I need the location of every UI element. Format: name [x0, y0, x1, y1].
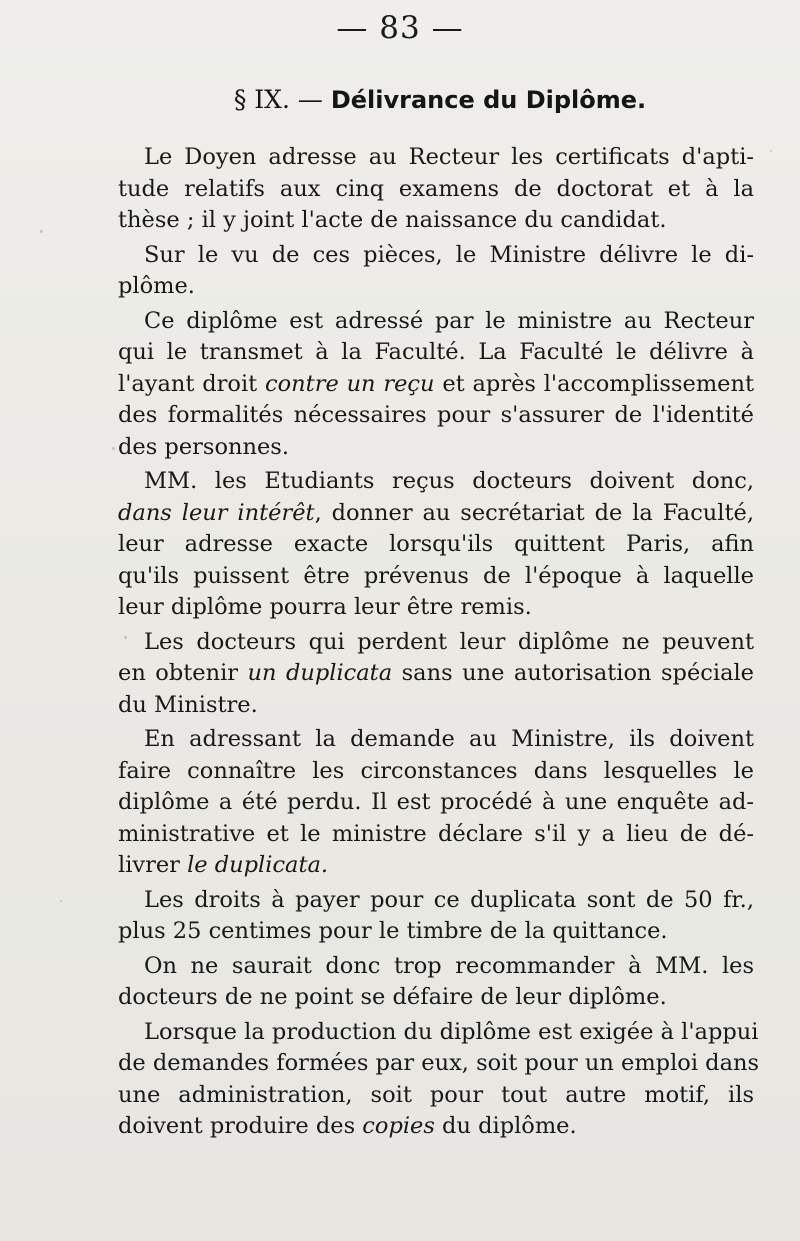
italic-text: copies: [362, 1113, 435, 1139]
text-run: de demandes formées par eux, soit pour un emploi dans: [118, 1050, 760, 1076]
section-heading: [0, 85, 800, 114]
text-line: [118, 756, 754, 788]
text-line: [118, 498, 754, 530]
text-run: du Ministre.: [118, 691, 258, 718]
text-line: [118, 432, 754, 464]
text-run: , donner au secrétariat de la Faculté,: [314, 499, 754, 526]
text-line: [118, 951, 754, 983]
text-line: [118, 819, 754, 851]
paper-speck: [40, 230, 43, 233]
text-run: Les docteurs qui perdent leur diplôme ne peuvent: [144, 628, 754, 655]
text-line: [118, 174, 754, 206]
section-title: Délivrance du Diplôme.: [330, 86, 647, 114]
text-line: [118, 658, 754, 690]
text-line: [118, 592, 754, 624]
text-run: Le Doyen adresse au Recteur les certificats d'apti-: [144, 144, 754, 170]
italic-text: un duplicata: [247, 660, 393, 686]
text-run: l'ayant droit: [118, 370, 266, 397]
text-line: [118, 690, 754, 722]
text-run: On ne saurait donc trop recommander à MM. les: [144, 952, 754, 979]
text-run: du diplôme.: [434, 1113, 577, 1139]
paragraph: [118, 951, 754, 1014]
text-run: leur adresse exacte lorsqu'ils quittent Paris, afin: [118, 531, 754, 557]
paper-speck: [60, 900, 62, 902]
text-line: [118, 627, 754, 659]
paragraph: [118, 306, 754, 464]
paragraph: [118, 142, 754, 237]
text-run: qu'ils puissent être prévenus de l'époque à laquelle: [118, 562, 754, 589]
text-line: [118, 885, 754, 917]
text-line: [118, 369, 754, 401]
section-number: § IX. —: [233, 85, 323, 114]
text-line: [118, 466, 754, 498]
text-run: MM. les Etudiants reçus docteurs doivent donc,: [144, 468, 754, 494]
paragraph: [118, 627, 754, 722]
text-run: sans une autorisation spéciale: [392, 660, 754, 686]
text-run: docteurs de ne point se défaire de leur diplôme.: [118, 984, 667, 1010]
text-run: une administration, soit pour tout autre motif, ils: [118, 1081, 754, 1108]
text-line: [118, 400, 754, 432]
text-line: [118, 982, 754, 1014]
text-line: [118, 1080, 754, 1112]
paper-speck: [112, 447, 115, 450]
paper-speck: [124, 636, 127, 639]
text-run: diplôme a été perdu. Il est procédé à une enquête ad-: [118, 789, 754, 815]
paragraph: [118, 466, 754, 624]
text-run: Sur le vu de ces pièces, le Ministre délivre le di-: [144, 241, 754, 268]
text-line: [118, 306, 754, 338]
text-run: tude relatifs aux cinq examens de doctorat et à la: [118, 175, 754, 202]
text-run: qui le transmet à la Faculté. La Faculté le délivre à: [118, 339, 754, 365]
text-line: [118, 1017, 759, 1049]
text-run: leur diplôme pourra leur être remis.: [118, 594, 532, 620]
text-line: [118, 205, 754, 237]
text-line: [118, 561, 754, 593]
text-line: [118, 529, 754, 561]
page-number: — 83 —: [336, 10, 464, 46]
paragraph: [118, 724, 754, 882]
text-run: plus 25 centimes pour le timbre de la quittance.: [118, 918, 668, 944]
text-run: ministrative et le ministre déclare s'il y a lieu de dé-: [118, 820, 754, 847]
paper-speck: [770, 150, 772, 152]
text-run: Les droits à payer pour ce duplicata sont de 50 fr.,: [144, 886, 754, 913]
paragraph: [118, 1017, 760, 1143]
italic-text: dans leur intérêt: [118, 499, 315, 526]
paragraph: [118, 885, 754, 948]
text-line: [118, 271, 754, 303]
text-run: livrer: [118, 852, 188, 878]
text-line: [118, 724, 754, 756]
text-line: [118, 337, 754, 369]
text-line: [118, 916, 754, 948]
italic-text: contre un reçu: [265, 370, 435, 397]
text-run: en obtenir: [118, 660, 248, 686]
text-run: Lorsque la production du diplôme est exigée à l'appui: [144, 1018, 759, 1045]
text-line: [118, 240, 754, 272]
text-line: [118, 850, 754, 882]
text-line: [118, 787, 754, 819]
text-run: En adressant la demande au Ministre, ils doivent: [144, 726, 754, 752]
text-run: doivent produire des: [118, 1113, 363, 1139]
text-run: thèse ; il y joint l'acte de naissance du candidat.: [118, 207, 667, 233]
paragraph: [118, 240, 754, 303]
text-line: [118, 1111, 754, 1143]
text-run: faire connaître les circonstances dans lesquelles le: [118, 757, 754, 784]
text-line: [118, 1048, 760, 1080]
italic-text: le duplicata.: [187, 852, 329, 878]
text-run: Ce diplôme est adressé par le ministre au Recteur: [144, 307, 754, 334]
text-run: et après l'accomplissement: [434, 370, 755, 397]
body-text: [118, 142, 760, 1143]
text-run: plôme.: [118, 273, 195, 299]
text-run: des formalités nécessaires pour s'assurer de l'identité: [118, 402, 754, 428]
text-line: [118, 142, 754, 174]
text-run: des personnes.: [118, 433, 289, 460]
